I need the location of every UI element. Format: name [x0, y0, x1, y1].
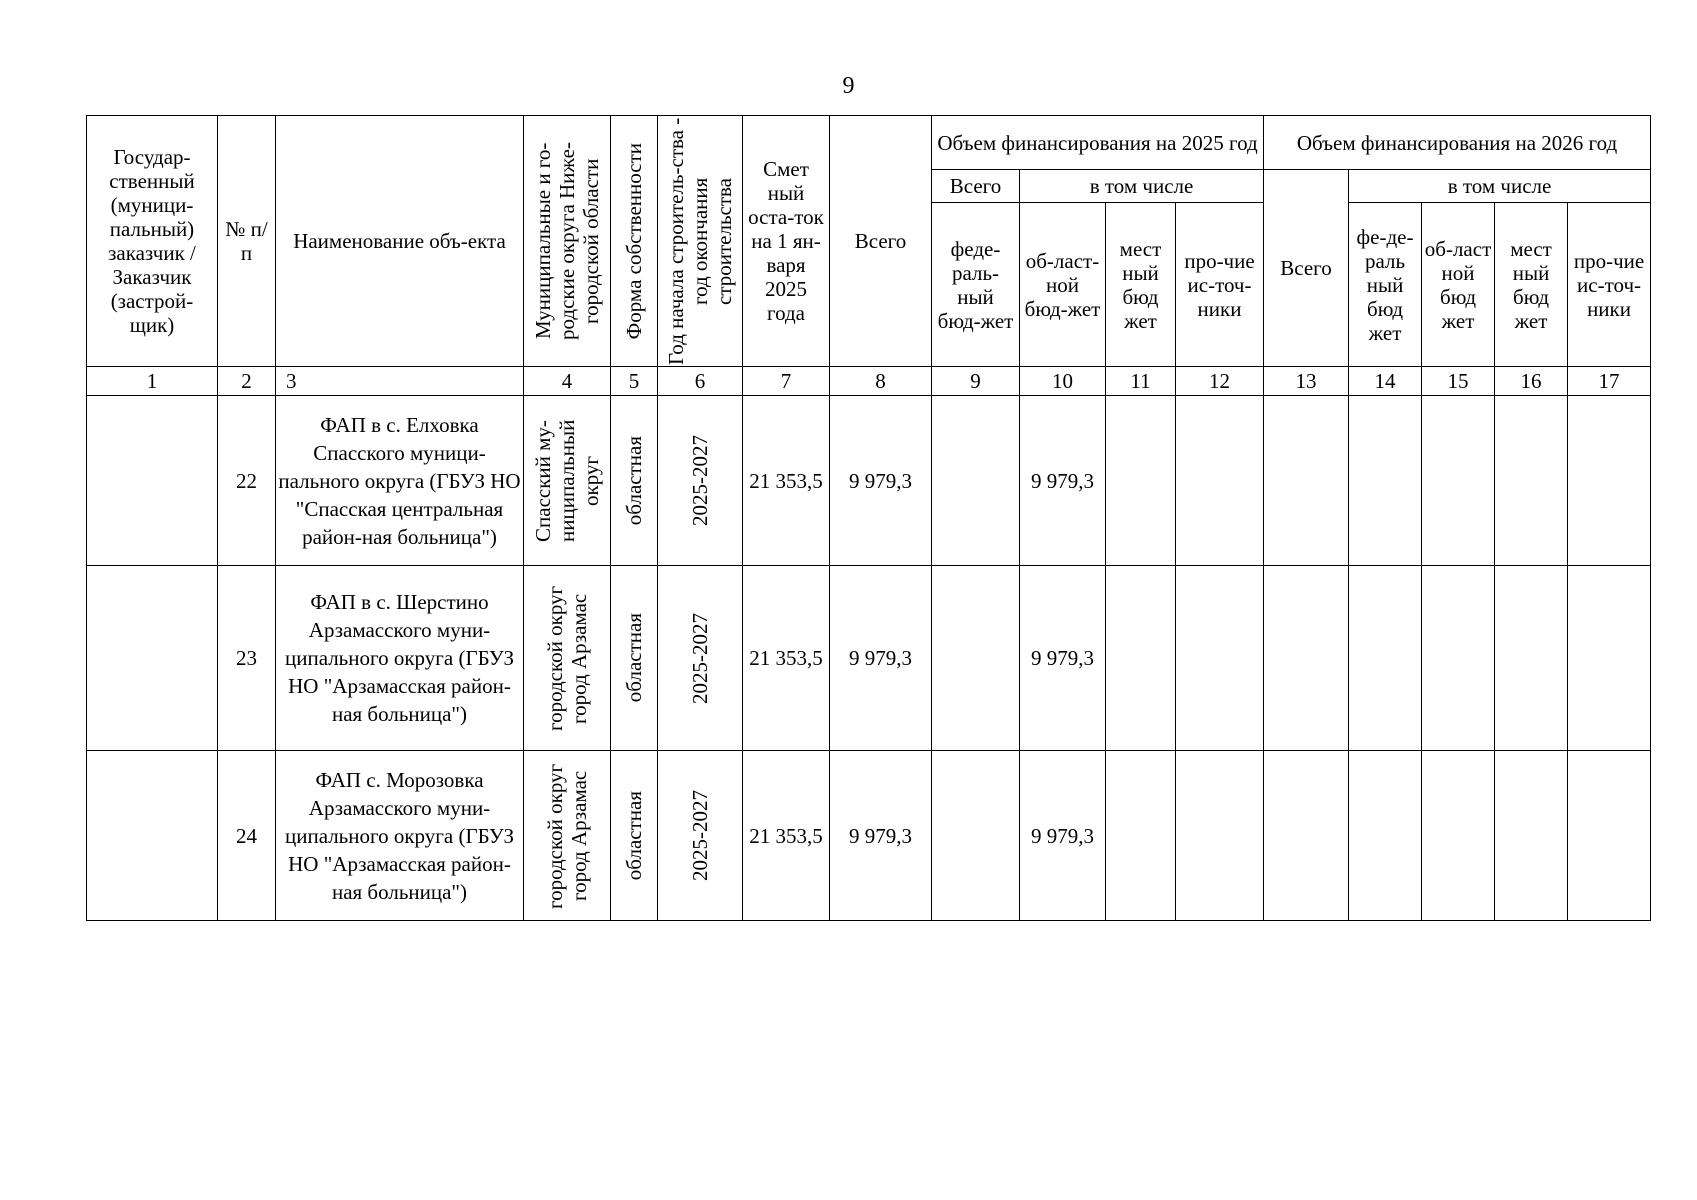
header-row	[87, 116, 1651, 170]
cell-ownership-text: областная	[622, 790, 646, 881]
header-object-name: Наименование объ-екта	[276, 116, 524, 367]
header-years-text: Год начала строитель-ства - год окончания строительства	[664, 117, 736, 365]
financing-table	[86, 115, 1651, 921]
cell-years-text: 2025-2027	[688, 612, 712, 704]
cell-ownership-text: областная	[622, 613, 646, 703]
cell-municipality	[524, 566, 611, 751]
cell-total-2026	[1264, 751, 1349, 921]
cell-years	[658, 396, 743, 566]
header-other-2026: про-чие ис-точ-ники	[1568, 203, 1651, 367]
cell-object-name: ФАП в с. Шерстино Арзамасского муни-ципального округа (ГБУЗ НО "Арзамасская район-ная больница")	[276, 566, 524, 751]
cell-federal-2025	[932, 751, 1020, 921]
cell-local-2026	[1495, 751, 1568, 921]
column-number: 16	[1495, 367, 1568, 396]
cell-federal-2025	[932, 396, 1020, 566]
header-federal-2025: феде-раль-ный бюд-жет	[932, 203, 1020, 367]
cell-other-2025	[1176, 751, 1264, 921]
table-row	[87, 396, 1651, 566]
cell-local-2026	[1495, 566, 1568, 751]
header-estimate: Смет ный оста-ток на 1 ян-варя 2025 года	[743, 116, 830, 367]
cell-local-2025	[1106, 566, 1176, 751]
cell-regional-2025: 9 979,3	[1020, 566, 1106, 751]
header-years	[658, 116, 743, 367]
cell-number: 23	[218, 566, 276, 751]
cell-customer	[87, 396, 218, 566]
cell-regional-2026	[1422, 396, 1495, 566]
column-number: 7	[743, 367, 830, 396]
cell-total-2026	[1264, 396, 1349, 566]
column-number: 8	[830, 367, 932, 396]
cell-estimate: 21 353,5	[743, 396, 830, 566]
cell-ownership	[611, 396, 658, 566]
column-number: 3	[276, 367, 524, 396]
header-total-2025: Всего	[932, 170, 1020, 203]
cell-federal-2025	[932, 566, 1020, 751]
cell-total: 9 979,3	[830, 566, 932, 751]
cell-local-2026	[1495, 396, 1568, 566]
header-number: № п/п	[218, 116, 276, 367]
cell-number: 24	[218, 751, 276, 921]
header-federal-2026: фе-де-раль ный бюд жет	[1349, 203, 1422, 367]
header-municipality	[524, 116, 611, 367]
cell-regional-2026	[1422, 566, 1495, 751]
header-total: Всего	[830, 116, 932, 367]
cell-federal-2026	[1349, 396, 1422, 566]
cell-years-text: 2025-2027	[688, 435, 712, 526]
cell-local-2025	[1106, 396, 1176, 566]
cell-other-2026	[1568, 566, 1651, 751]
cell-customer	[87, 751, 218, 921]
cell-other-2026	[1568, 396, 1651, 566]
column-number: 1	[87, 367, 218, 396]
column-number: 11	[1106, 367, 1176, 396]
cell-estimate: 21 353,5	[743, 751, 830, 921]
cell-municipality	[524, 396, 611, 566]
cell-regional-2026	[1422, 751, 1495, 921]
column-number-row	[87, 367, 1651, 396]
cell-estimate: 21 353,5	[743, 566, 830, 751]
column-number: 12	[1176, 367, 1264, 396]
cell-ownership-text: областная	[622, 435, 646, 526]
header-fin-2026: Объем финансирования на 2026 год	[1264, 116, 1651, 170]
cell-other-2025	[1176, 396, 1264, 566]
column-number: 10	[1020, 367, 1106, 396]
cell-local-2025	[1106, 751, 1176, 921]
cell-object-name: ФАП в с. Елховка Спасского муници-пального округа (ГБУЗ НО "Спасская центральная район-ная больница")	[276, 396, 524, 566]
page-number: 9	[842, 73, 855, 99]
cell-customer	[87, 566, 218, 751]
cell-years-text: 2025-2027	[688, 790, 712, 881]
header-regional-2026: об-ласт ной бюд жет	[1422, 203, 1495, 367]
column-number: 4	[524, 367, 611, 396]
cell-federal-2026	[1349, 566, 1422, 751]
cell-ownership	[611, 751, 658, 921]
header-total-2026: Всего	[1264, 170, 1349, 367]
header-regional-2025: об-ласт-ной бюд-жет	[1020, 203, 1106, 367]
cell-years	[658, 566, 743, 751]
cell-regional-2025: 9 979,3	[1020, 751, 1106, 921]
column-number: 6	[658, 367, 743, 396]
header-other-2025: про-чие ис-точ-ники	[1176, 203, 1264, 367]
header-ownership	[611, 116, 658, 367]
cell-total-2026	[1264, 566, 1349, 751]
cell-years	[658, 751, 743, 921]
cell-number: 22	[218, 396, 276, 566]
cell-other-2025	[1176, 566, 1264, 751]
header-ownership-text: Форма собственности	[622, 142, 646, 340]
cell-total: 9 979,3	[830, 396, 932, 566]
cell-municipality-text: городской округ город Арзамас	[543, 585, 591, 731]
cell-total: 9 979,3	[830, 751, 932, 921]
column-number: 5	[611, 367, 658, 396]
cell-ownership	[611, 566, 658, 751]
column-number: 2	[218, 367, 276, 396]
column-number: 14	[1349, 367, 1422, 396]
header-customer: Государ-ственный (муници-пальный) заказчик / Заказчик (застрой-щик)	[87, 116, 218, 367]
header-municipality-text: Муниципальные и го-родские округа Ниже-городской области	[531, 142, 603, 340]
table-row	[87, 751, 1651, 921]
cell-other-2026	[1568, 751, 1651, 921]
header-fin-2025: Объем финансирования на 2025 год	[932, 116, 1264, 170]
cell-municipality	[524, 751, 611, 921]
header-local-2025: мест ный бюд жет	[1106, 203, 1176, 367]
table-row	[87, 566, 1651, 751]
cell-municipality-text: Спасский му-ниципальный округ	[531, 419, 603, 542]
column-number: 15	[1422, 367, 1495, 396]
cell-federal-2026	[1349, 751, 1422, 921]
column-number: 13	[1264, 367, 1349, 396]
column-number: 17	[1568, 367, 1651, 396]
header-incl-2025: в том числе	[1020, 170, 1264, 203]
header-local-2026: мест ный бюд жет	[1495, 203, 1568, 367]
header-incl-2026: в том числе	[1349, 170, 1651, 203]
column-number: 9	[932, 367, 1020, 396]
cell-regional-2025: 9 979,3	[1020, 396, 1106, 566]
cell-object-name: ФАП с. Морозовка Арзамасского муни-ципального округа (ГБУЗ НО "Арзамасская район-ная больница")	[276, 751, 524, 921]
cell-municipality-text: городской округ город Арзамас	[543, 762, 591, 909]
